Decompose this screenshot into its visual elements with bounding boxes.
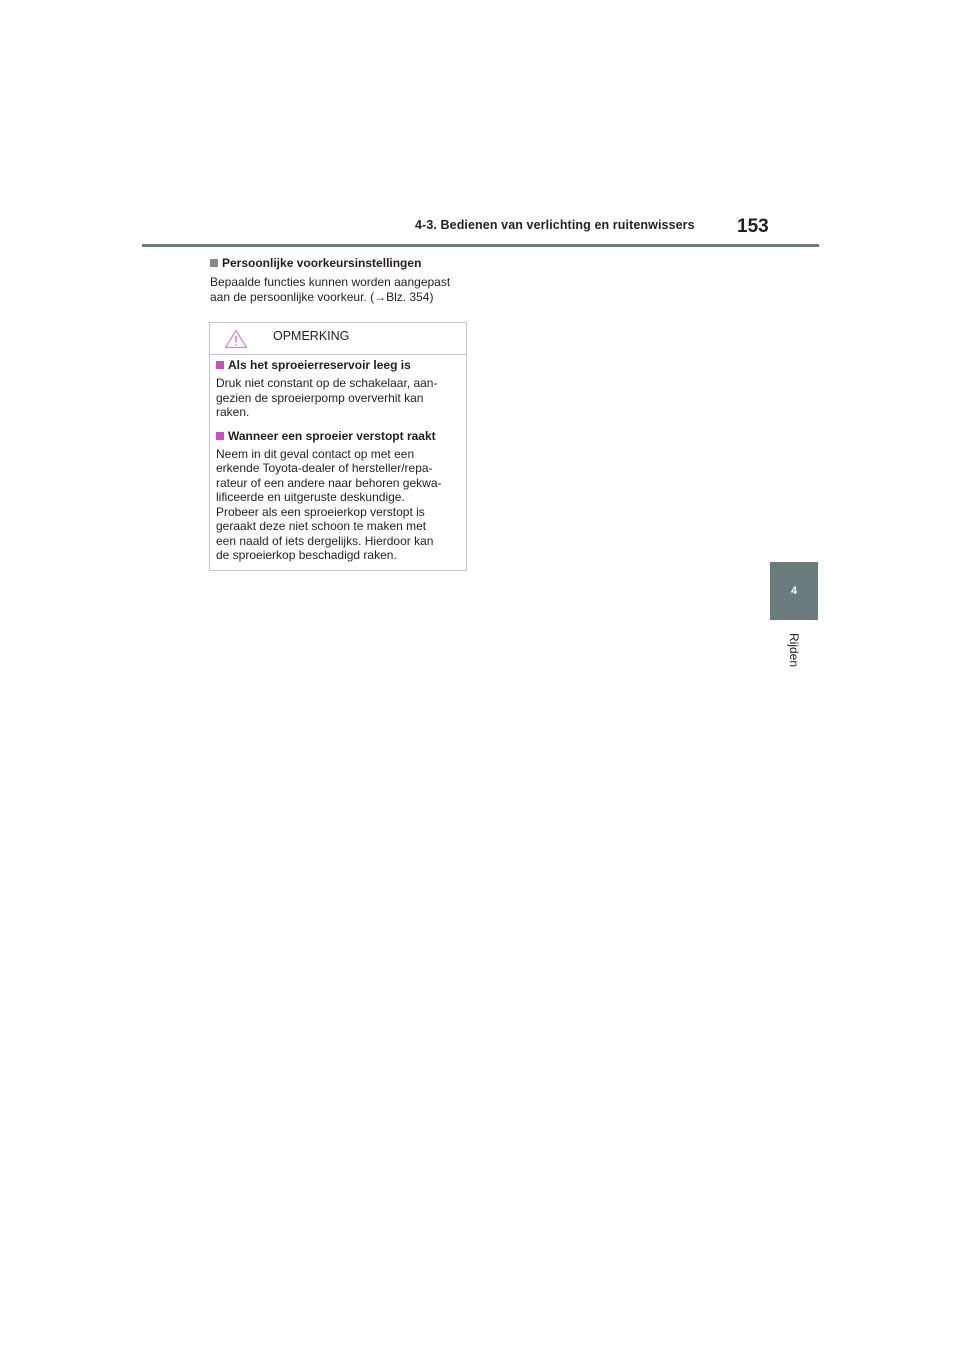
notice-heading-text: Wanneer een sproeier verstopt raakt bbox=[228, 428, 436, 443]
main-content bbox=[210, 256, 472, 304]
section-heading-text: Persoonlijke voorkeursinstellingen bbox=[222, 256, 422, 270]
notice-heading bbox=[216, 358, 461, 372]
bullet-square-icon bbox=[216, 361, 224, 369]
chapter-title: Rijden bbox=[787, 632, 801, 668]
page-number: 153 bbox=[737, 216, 769, 237]
header-divider bbox=[142, 244, 819, 247]
bullet-square-icon bbox=[216, 432, 224, 440]
notice-paragraph: Druk niet constant op de schakelaar, aan- gezien de sproeierpomp oververhit kan raken. bbox=[216, 376, 438, 419]
notice-heading bbox=[216, 429, 461, 443]
warning-triangle-icon bbox=[224, 329, 248, 349]
notice-body bbox=[210, 355, 466, 563]
notice-paragraph: Neem in dit geval contact op met een erkende Toyota-dealer of hersteller/repa- rateur of een andere naar behoren gekwa- lificeerde en uitgeruste deskundige. Probeer als een sproeierkop verstopt is geraakt deze niet schoon te maken met een naald of iets dergelijks. Hierdoor kan de sproeierkop beschadigd raken. bbox=[216, 446, 442, 562]
notice-title: OPMERKING bbox=[273, 329, 350, 343]
chapter-tab bbox=[770, 562, 818, 620]
notice-header bbox=[210, 323, 466, 355]
notice-box bbox=[209, 322, 467, 571]
notice-heading-text: Als het sproeierreservoir leeg is bbox=[228, 358, 411, 372]
section-heading bbox=[210, 256, 472, 270]
section-title: 4-3. Bedienen van verlichting en ruitenwissers bbox=[415, 218, 695, 232]
bullet-square-icon bbox=[210, 259, 218, 267]
section-body: Bepaalde functies kunnen worden aangepast aan de persoonlijke voorkeur. (→Blz. 354) bbox=[210, 275, 451, 304]
chapter-number: 4 bbox=[790, 585, 798, 597]
